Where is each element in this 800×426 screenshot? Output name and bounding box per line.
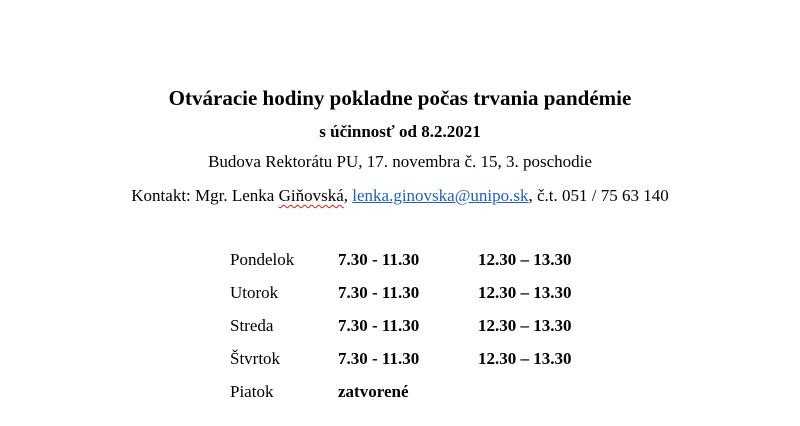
- opening-hours-table: [230, 250, 618, 415]
- afternoon-hours-cell: 12.30 – 13.30: [478, 250, 572, 269]
- afternoon-hours-cell: 12.30 – 13.30: [478, 283, 572, 302]
- morning-hours-cell: 7.30 - 11.30: [338, 349, 420, 368]
- day-cell: Utorok: [230, 283, 279, 302]
- contact-email-link[interactable]: lenka.ginovska@unipo.sk: [352, 186, 529, 205]
- table-row: [230, 382, 618, 415]
- afternoon-hours-cell: [478, 382, 618, 415]
- morning-hours-cell: 7.30 - 11.30: [338, 316, 420, 335]
- table-row: [230, 283, 618, 316]
- afternoon-hours-cell: 12.30 – 13.30: [478, 316, 572, 335]
- contact-line: [0, 186, 800, 206]
- contact-surname: Giňovská: [278, 186, 344, 205]
- table-row: [230, 250, 618, 283]
- table-row: [230, 349, 618, 382]
- morning-hours-cell: 7.30 - 11.30: [338, 283, 420, 302]
- office-address: Budova Rektorátu PU, 17. novembra č. 15, 3. poschodie: [208, 152, 592, 171]
- day-cell: Pondelok: [230, 250, 295, 269]
- day-cell: Streda: [230, 316, 274, 335]
- document-title: Otváracie hodiny pokladne počas trvania pandémie: [168, 86, 632, 110]
- day-cell: Štvrtok: [230, 349, 281, 368]
- contact-separator: ,: [343, 186, 353, 205]
- day-cell: Piatok: [230, 382, 274, 401]
- contact-phone: , č.t. 051 / 75 63 140: [528, 186, 669, 205]
- contact-prefix: Kontakt: Mgr. Lenka: [131, 186, 279, 205]
- morning-hours-cell: zatvorené: [338, 382, 409, 401]
- morning-hours-cell: 7.30 - 11.30: [338, 250, 420, 269]
- effective-date: s účinnosť od 8.2.2021: [319, 122, 481, 141]
- table-row: [230, 316, 618, 349]
- afternoon-hours-cell: 12.30 – 13.30: [478, 349, 572, 368]
